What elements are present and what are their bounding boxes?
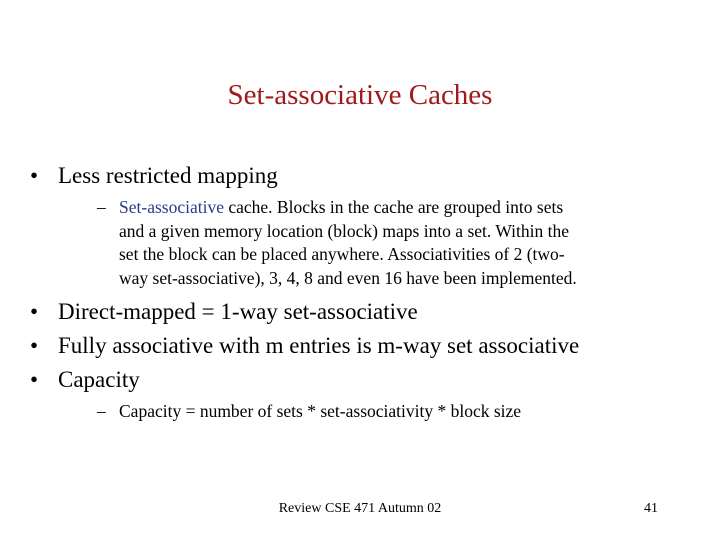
dash-icon: – bbox=[97, 401, 106, 421]
set-associative-term: Set-associative bbox=[119, 197, 224, 217]
bullet-icon: • bbox=[30, 367, 39, 392]
page-number: 41 bbox=[644, 501, 658, 516]
bullet-text: Direct-mapped = 1-way set-associative bbox=[58, 299, 418, 324]
bullet-text: Less restricted mapping bbox=[58, 163, 278, 188]
bullet-icon: • bbox=[30, 163, 39, 188]
bullet-item bbox=[30, 332, 579, 359]
sub-bullet-line: and a given memory location (block) maps into a set. Within the bbox=[119, 220, 569, 241]
bullet-text: Fully associative with m entries is m-way set associative bbox=[58, 333, 580, 358]
sub-bullet-line: Capacity = number of sets * set-associativity * block size bbox=[119, 401, 522, 421]
bullet-item bbox=[30, 366, 140, 393]
bullet-icon: • bbox=[30, 299, 39, 324]
slide-title: Set-associative Caches bbox=[227, 79, 493, 111]
bullet-icon: • bbox=[30, 333, 39, 358]
bullet-item bbox=[30, 298, 418, 325]
slide-footer: Review CSE 471 Autumn 02 bbox=[278, 501, 442, 516]
sub-bullet-line: Set-associative cache. Blocks in the cache are grouped into sets bbox=[119, 197, 564, 217]
bullet-text: Capacity bbox=[58, 367, 140, 392]
sub-bullet-line: set the block can be placed anywhere. Associativities of 2 (two- bbox=[119, 244, 565, 264]
bullet-item bbox=[30, 162, 278, 189]
sub-bullet-line: way set-associative), 3, 4, 8 and even 16 have been implemented. bbox=[119, 267, 577, 288]
dash-icon: – bbox=[97, 197, 106, 217]
